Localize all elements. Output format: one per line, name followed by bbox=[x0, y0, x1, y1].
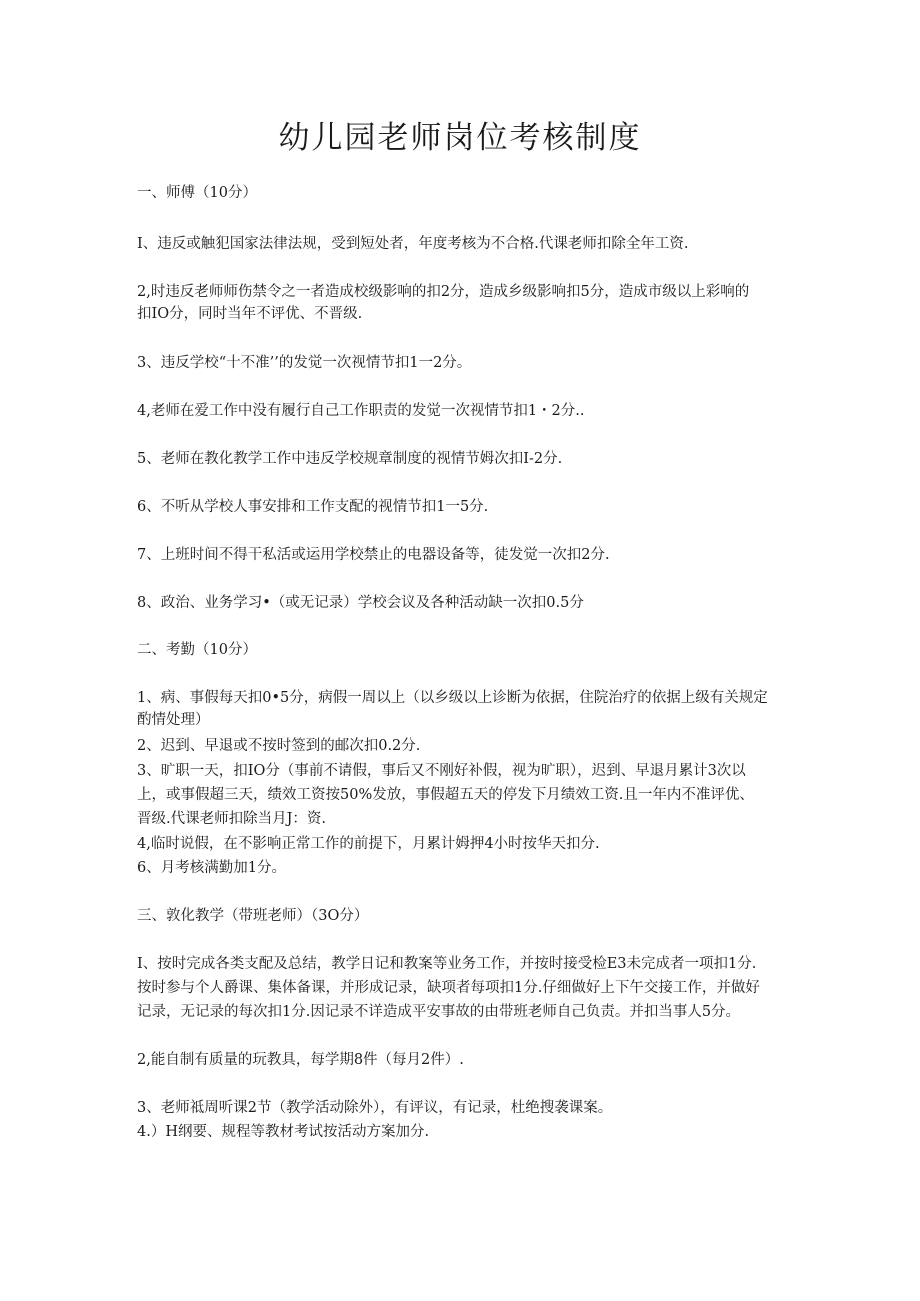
paragraph: 5、老师在教化教学工作中违反学校规章制度的视情节姆次扣I-2分. bbox=[137, 451, 563, 467]
paragraph: 2,时违反老师师伤禁令之一者造成校级影响的扣2分，造成乡级影响扣5分，造成市级以上彩响的 bbox=[137, 284, 750, 300]
paragraph: 8、政治、业务学习•（或无记录）学校会议及各种活动缺一次扣0.5分 bbox=[137, 595, 584, 611]
paragraph: 4.）H纲要、规程等教材考试按活动方案加分. bbox=[137, 1124, 430, 1140]
paragraph: 3、违反学校“十不准’’的发觉一次视情节扣1一2分。 bbox=[137, 355, 472, 371]
document-title: 幼儿园老师岗位考核制度 bbox=[278, 120, 642, 156]
paragraph: I、违反或触犯国家法律法规，受到短处者，年度考核为不合格.代课老师扣除全年工资. bbox=[137, 236, 689, 252]
paragraph: 7、上班时间不得干私活或运用学校禁止的电器设备等，徒发觉一次扣2分. bbox=[137, 547, 610, 563]
paragraph: 2,能自制有质量的玩教具，每学期8件（每月2件）. bbox=[137, 1052, 464, 1068]
paragraph-continuation: 按时参与个人爵课、集体备课，并形成记录，缺项者每项扣1分.仔细做好上下午交接工作，并做好 bbox=[137, 980, 760, 996]
paragraph-continuation: 酌情处理） bbox=[137, 712, 210, 728]
paragraph: 1、病、事假每天扣0•5分，病假一周以上（以乡级以上诊断为依据，住院治疗的依据上级有关规定 bbox=[137, 690, 768, 706]
section-heading-2: 二、考勤（10分） bbox=[137, 642, 257, 658]
paragraph-continuation: 晋级.代课老师扣除当月J：资. bbox=[137, 811, 327, 827]
paragraph: 4,老师在爱工作中没有履行自己工作职责的发觉一次视情节扣1・2分.. bbox=[137, 403, 585, 419]
paragraph: 2、迟到、早退或不按时签到的邮次扣0.2分. bbox=[137, 738, 421, 754]
paragraph-continuation: 扣IO分，同时当年不评优、不晋级. bbox=[137, 306, 363, 322]
paragraph: 4,临时说假，在不影响正常工作的前提下，月累计姆押4小时按华天扣分. bbox=[137, 836, 600, 852]
section-heading-3: 三、敦化教学（带班老师）（3O分） bbox=[137, 908, 369, 924]
paragraph: 6、不听从学校人事安排和工作支配的视情节扣1一5分. bbox=[137, 499, 489, 515]
paragraph: I、按时完成各类支配及总结，教学日记和教案等业务工作，并按时接受检E3未完成者一项扣1分. bbox=[137, 956, 757, 972]
paragraph-continuation: 记录，无记录的每次扣1分.因记录不详造成平安事故的由带班老师自己负责。并扣当事人5分。 bbox=[137, 1004, 741, 1020]
paragraph: 3、旷职一天，扣IO分（事前不请假，事后又不刚好补假，视为旷职），迟到、早退月累计3次以 bbox=[137, 763, 746, 779]
section-heading-1: 一、师傅（10分） bbox=[137, 185, 257, 201]
paragraph: 3、老师祗周听课2节（教学活动除外），有评议，有记录，杜绝搜袭课案。 bbox=[137, 1100, 613, 1116]
paragraph-continuation: 上，或事假超三天，绩效工资按50%发放，事假超五天的停发下月绩效工资.且一年内不准评优、 bbox=[137, 787, 754, 803]
paragraph: 6、月考核满勤加1分。 bbox=[137, 860, 286, 876]
